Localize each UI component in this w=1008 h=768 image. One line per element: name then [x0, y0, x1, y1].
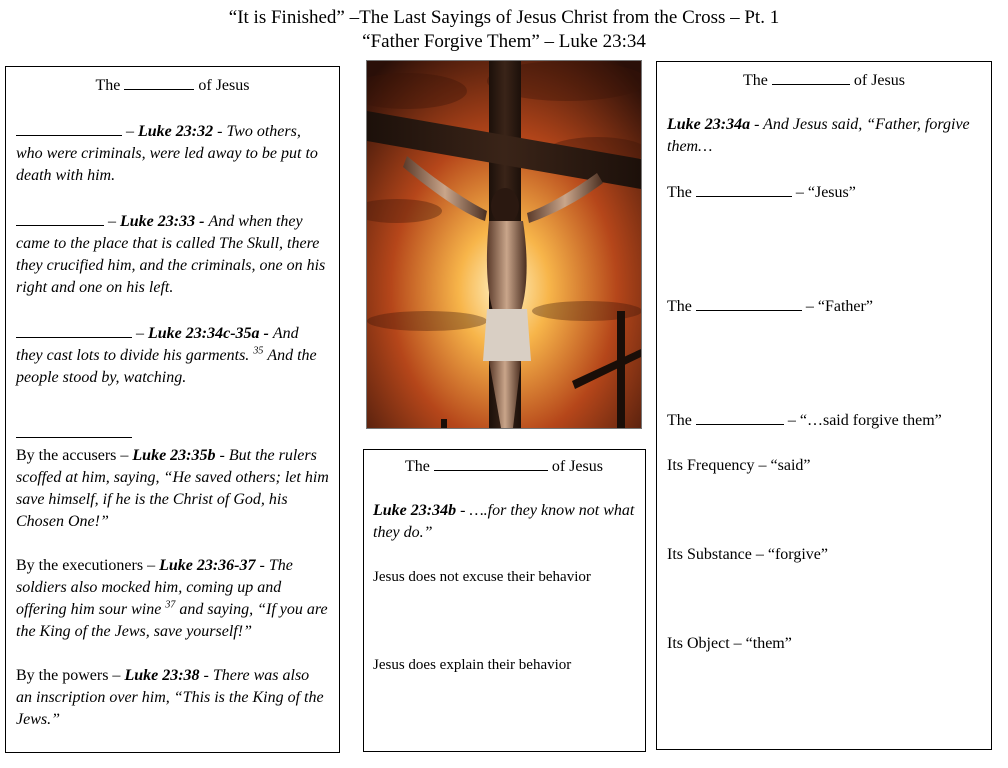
- title-line-1: “It is Finished” –The Last Sayings of Jesus Christ from the Cross – Pt. 1: [228, 7, 780, 28]
- mock-powers: [16, 665, 329, 731]
- fill-in-blank: [16, 119, 122, 136]
- mock-executioners: [16, 555, 329, 643]
- scripture-ref: Luke 23:32: [138, 123, 214, 140]
- row-word: The: [667, 184, 692, 201]
- middle-line-1: Jesus does not excuse their behavior: [373, 569, 591, 585]
- scripture-ref: Luke 23:34b: [373, 502, 457, 519]
- scripture-ref: Luke 23:38: [124, 667, 200, 684]
- crucifix-image: [366, 60, 642, 429]
- mocker-label: By the powers –: [16, 667, 121, 684]
- right-frequency: Its Frequency – “said”: [667, 457, 811, 474]
- left-item-3: – Luke 23:34c-35a - And they cast lots to divide his garments. $^{35}$ And the people stood by, watching.: [16, 321, 329, 389]
- right-row-jesus: [667, 180, 981, 204]
- left-item-4-blank: [16, 421, 329, 445]
- scripture-text: - There was also an inscription over him, “This is the King of the Jews.”: [16, 667, 324, 728]
- scripture-ref: Luke 23:36-37: [159, 557, 256, 574]
- scripture-text: Two others, who were criminals, were led away to be put to death with him.: [16, 123, 318, 184]
- fill-in-blank: [124, 73, 194, 90]
- middle-scripture: [373, 500, 635, 544]
- right-notes-box: [656, 61, 992, 750]
- middle-notes-box: [363, 449, 646, 752]
- scripture-text: - And Jesus said, “Father, forgive them…: [667, 116, 970, 155]
- left-item-1: – Luke 23:32 - Two others, who were criminals, were led away to be put to death with him.: [16, 119, 329, 187]
- mocker-label: By the executioners –: [16, 557, 156, 574]
- verse-number: 37: [165, 599, 176, 611]
- scripture-text: And when they came to the place that is called The Skull, there they crucified him, and the criminals, one on his right and one on his left.: [16, 213, 326, 296]
- row-word: The: [667, 412, 692, 429]
- fill-in-blank: [772, 68, 850, 85]
- right-substance: Its Substance – “forgive”: [667, 546, 828, 563]
- verse-number: 35: [253, 345, 264, 357]
- scripture-ref: Luke 23:34c-35a -: [148, 325, 269, 342]
- row-word: The: [667, 298, 692, 315]
- middle-line-2: Jesus does explain their behavior: [373, 657, 572, 673]
- right-row-father: [667, 294, 981, 318]
- scripture-text: And they cast lots to divide his garments.: [16, 325, 299, 364]
- left-notes-box: [5, 66, 340, 753]
- scripture-ref: Luke 23:33 -: [120, 213, 205, 230]
- right-scripture: [667, 114, 981, 158]
- left-box-heading: [16, 73, 329, 97]
- heading-word: of Jesus: [198, 77, 250, 94]
- right-row-forgive: [667, 408, 981, 432]
- fill-in-blank: [696, 294, 802, 311]
- scripture-text: - But the rulers scoffed at him, saying, “He saved others; let him save himself, if he is the Christ of God, his Chosen One!”: [16, 447, 329, 530]
- scripture-text: - The soldiers also mocked him, coming up and offering him sour wine: [16, 557, 293, 618]
- fill-in-blank: [16, 209, 104, 226]
- row-word: – “…said forgive them”: [787, 412, 942, 429]
- scripture-text: and saying, “If you are the King of the Jews, save yourself!”: [16, 601, 328, 640]
- heading-word: The: [405, 458, 430, 475]
- title-line-2: “Father Forgive Them” – Luke 23:34: [362, 31, 646, 52]
- row-word: – “Jesus”: [795, 184, 856, 201]
- fill-in-blank: [16, 421, 132, 438]
- scripture-text: And the people stood by, watching.: [16, 347, 317, 386]
- scripture-ref: Luke 23:34a: [667, 116, 751, 133]
- middle-box-heading: [373, 454, 635, 478]
- fill-in-blank: [696, 180, 792, 197]
- fill-in-blank: [434, 454, 548, 471]
- right-box-heading: [667, 68, 981, 92]
- scripture-text: - ….for they know not what they do.”: [373, 502, 635, 541]
- slide-title: [0, 6, 1008, 54]
- left-item-2: – Luke 23:33 - And when they came to the place that is called The Skull, there they crucified him, and the criminals, one on his right and one on his left.: [16, 209, 329, 299]
- heading-word: of Jesus: [551, 458, 603, 475]
- mocker-label: By the accusers –: [16, 447, 129, 464]
- heading-word: of Jesus: [853, 72, 905, 89]
- crucifix-illustration: [367, 61, 641, 428]
- scripture-ref: Luke 23:35b: [132, 447, 216, 464]
- mock-accusers: [16, 445, 329, 533]
- row-word: – “Father”: [805, 298, 873, 315]
- heading-word: The: [95, 77, 121, 94]
- heading-word: The: [743, 72, 768, 89]
- right-object: Its Object – “them”: [667, 635, 792, 652]
- fill-in-blank: [16, 321, 132, 338]
- fill-in-blank: [696, 408, 784, 425]
